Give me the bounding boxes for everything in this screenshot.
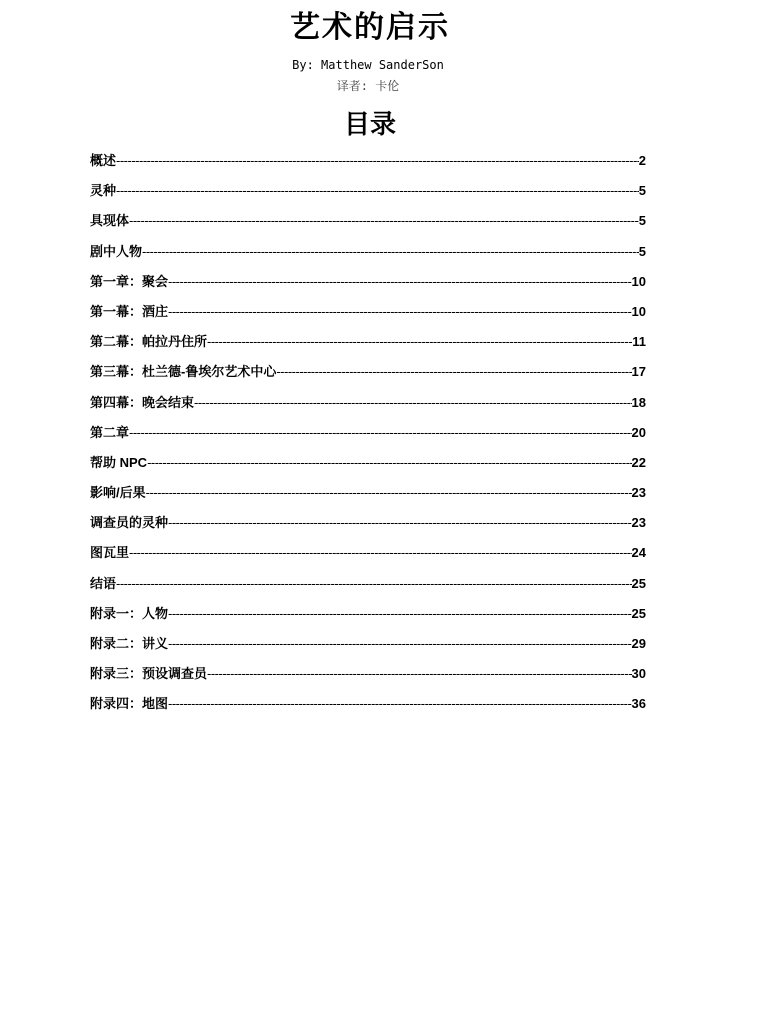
toc-entry-page: 10	[631, 273, 646, 289]
toc-entry[interactable]	[90, 210, 646, 240]
toc-entry-label: 附录一：人物	[90, 605, 169, 621]
toc-dot-leader	[168, 301, 632, 323]
toc-entry-page: 20	[631, 424, 646, 440]
toc-entry-label: 第二幕：帕拉丹住所	[90, 334, 208, 350]
toc-entry-label: 图瓦里	[90, 545, 130, 561]
toc-entry-label: 附录三：预设调查员	[90, 666, 208, 682]
toc-entry[interactable]	[90, 331, 646, 361]
toc-entry-label: 调查员的灵种	[90, 515, 169, 531]
toc-dot-leader	[168, 693, 632, 715]
toc-entry[interactable]	[90, 542, 646, 572]
toc-entry-page: 25	[631, 575, 646, 591]
toc-entry-page: 22	[631, 454, 646, 470]
toc-entry-label: 第二章	[90, 424, 130, 440]
toc-dot-leader	[116, 150, 639, 172]
toc-entry-page: 23	[631, 515, 646, 531]
toc-entry[interactable]	[90, 603, 646, 633]
toc-dot-leader	[168, 633, 632, 655]
toc-entry-label: 第一幕：酒庄	[90, 303, 169, 319]
toc-entry-label: 概述	[90, 153, 117, 168]
toc-entry-label: 帮助 NPC	[90, 454, 148, 470]
toc-entry-label: 附录四：地图	[90, 696, 169, 712]
toc-entry-page: 17	[631, 364, 646, 380]
toc-dot-leader	[168, 271, 632, 293]
toc-entry[interactable]	[90, 452, 646, 482]
toc-dot-leader	[116, 180, 639, 202]
toc-entry-label: 影响/后果	[90, 485, 146, 501]
toc-entry[interactable]	[90, 180, 646, 210]
toc-dot-leader	[142, 241, 639, 263]
toc-entry-label: 剧中人物	[90, 243, 143, 259]
toc-entry-label: 第一章：聚会	[90, 273, 169, 289]
toc-entry-page: 5	[638, 213, 646, 229]
toc-dot-leader	[276, 361, 631, 383]
translator-line: 译者: 卡伦	[336, 79, 400, 93]
toc-entry-label: 第四幕：晚会结束	[90, 394, 195, 410]
toc-dot-leader	[116, 573, 632, 595]
toc-entry-page: 23	[631, 485, 646, 501]
toc-dot-leader	[194, 392, 632, 414]
toc-entry[interactable]	[90, 150, 646, 180]
toc-entry[interactable]	[90, 361, 646, 391]
toc-entry-page: 29	[631, 636, 646, 651]
toc-heading: 目录	[343, 110, 396, 140]
document-title: 艺术的启示	[290, 10, 450, 45]
toc-dot-leader	[129, 210, 639, 232]
toc-entry[interactable]	[90, 512, 646, 542]
toc-entry-page: 2	[638, 153, 646, 168]
table-of-contents	[90, 150, 646, 724]
toc-entry-label: 第三幕：杜兰德-鲁埃尔艺术中心	[90, 364, 277, 380]
toc-entry[interactable]	[90, 422, 646, 452]
toc-dot-leader	[146, 482, 632, 504]
toc-entry[interactable]	[90, 633, 646, 663]
toc-entry-page: 10	[631, 303, 646, 319]
toc-entry-label: 附录二：讲义	[90, 636, 169, 651]
toc-entry[interactable]	[90, 482, 646, 512]
toc-entry-page: 36	[631, 696, 646, 712]
toc-dot-leader	[207, 663, 632, 685]
author-line: By: Matthew SanderSon	[292, 58, 444, 72]
toc-entry-page: 25	[631, 605, 646, 621]
toc-entry-page: 24	[631, 545, 646, 561]
toc-entry[interactable]	[90, 301, 646, 331]
toc-entry[interactable]	[90, 241, 646, 271]
toc-entry-page: 5	[638, 243, 646, 259]
toc-dot-leader	[168, 512, 632, 534]
toc-dot-leader	[129, 422, 632, 444]
toc-entry[interactable]	[90, 663, 646, 693]
toc-entry[interactable]	[90, 392, 646, 422]
toc-entry-label: 灵种	[90, 183, 117, 199]
toc-entry[interactable]	[90, 693, 646, 723]
toc-entry-page: 5	[638, 183, 646, 199]
toc-entry[interactable]	[90, 573, 646, 603]
toc-entry-page: 11	[632, 334, 646, 350]
toc-dot-leader	[168, 603, 632, 625]
toc-entry-label: 具现体	[90, 213, 130, 229]
toc-entry-label: 结语	[90, 575, 117, 591]
toc-dot-leader	[207, 331, 632, 353]
toc-dot-leader	[147, 452, 631, 474]
toc-dot-leader	[129, 542, 632, 564]
toc-entry-page: 18	[631, 394, 646, 410]
toc-entry[interactable]	[90, 271, 646, 301]
toc-entry-page: 30	[631, 666, 646, 682]
